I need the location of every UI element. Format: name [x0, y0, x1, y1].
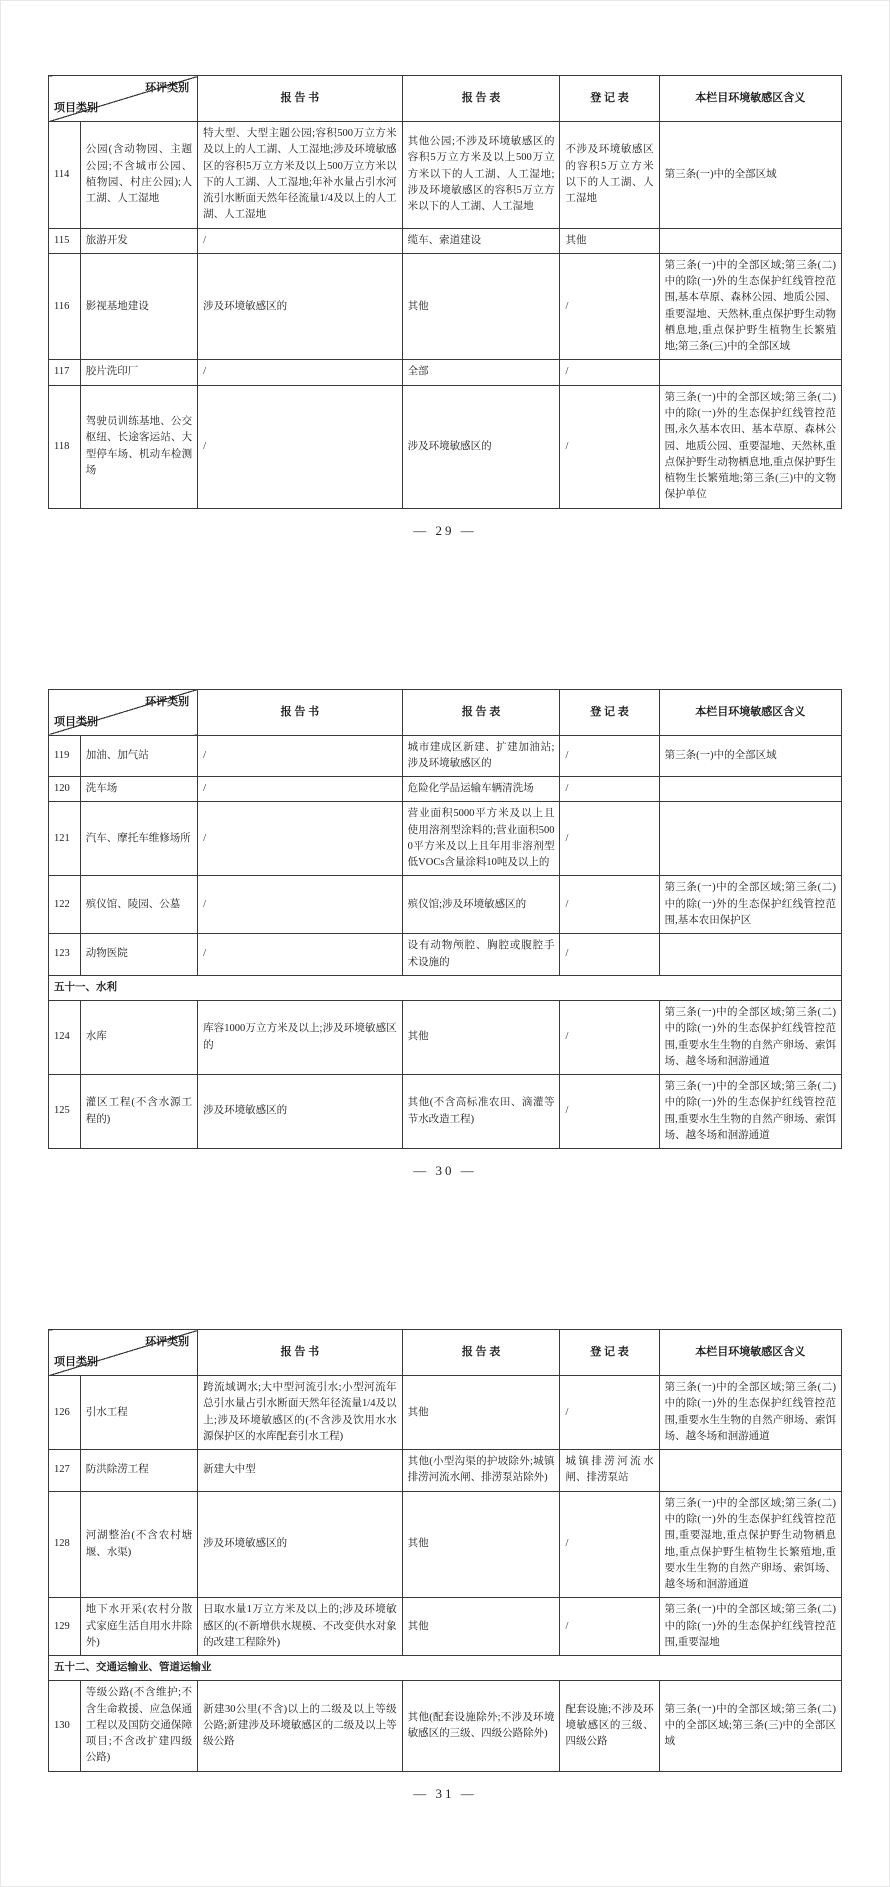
page-number: — 31 —	[413, 1785, 477, 1801]
report-form-cell: 其他	[402, 1376, 560, 1450]
table-row	[49, 1491, 842, 1598]
document-pages	[1, 1, 889, 1802]
report-form-cell: 设有动物颅腔、胸腔或腹腔手术设施的	[402, 934, 560, 976]
table-row	[49, 777, 842, 802]
report-form-cell: 其他	[402, 253, 560, 360]
header-register-form: 登 记 表	[560, 1330, 659, 1376]
sensitive-area-meaning-cell: 第三条(一)中的全部区域	[659, 122, 841, 229]
row-number-cell: 127	[49, 1450, 81, 1492]
sensitive-area-meaning-cell: 第三条(一)中的全部区域;第三条(二)中的除(一)外的生态保护红线管控范围,基本农田保护区	[659, 876, 841, 934]
header-meaning: 本栏目环境敏感区含义	[659, 1330, 841, 1376]
report-book-cell: 新建大中型	[198, 1450, 403, 1492]
project-category-cell: 地下水开采(农村分散式家庭生活自用水井除外)	[80, 1598, 197, 1656]
register-form-cell: /	[560, 253, 659, 360]
eia-category-table	[48, 75, 842, 509]
table-body	[49, 1376, 842, 1772]
table-header	[49, 689, 842, 735]
report-form-cell: 殡仪馆;涉及环境敏感区的	[402, 876, 560, 934]
report-form-cell: 营业面积5000平方米及以上且使用溶剂型涂料的;营业面积5000平方米及以上且年用非溶剂型低VOCs含量涂料10吨及以上的	[402, 802, 560, 876]
report-form-cell: 全部	[402, 360, 560, 385]
row-number-cell: 123	[49, 934, 81, 976]
header-report-book: 报 告 书	[198, 689, 403, 735]
project-category-cell: 等级公路(不含维护;不含生命救援、应急保通工程以及国防交通保障项目;不含改扩建四级公路)	[80, 1681, 197, 1771]
header-project-class-label: 项目类别	[54, 1356, 98, 1369]
report-book-cell: 新建30公里(不含)以上的二级及以上等级公路;新建涉及环境敏感区的二级及以上等级公路	[198, 1681, 403, 1771]
register-form-cell: /	[560, 385, 659, 508]
table-row	[49, 1001, 842, 1075]
table-row	[49, 1075, 842, 1149]
report-book-cell: /	[198, 385, 403, 508]
project-category-cell: 水库	[80, 1001, 197, 1075]
report-book-cell: /	[198, 876, 403, 934]
report-form-cell: 其他公园;不涉及环境敏感区的容积5万立方米及以上500万立方米以下的人工湖、人工湿地;涉及环境敏感区的容积5万立方米以下的人工湖、人工湿地	[402, 122, 560, 229]
table-row	[49, 1681, 842, 1771]
sensitive-area-meaning-cell	[659, 1450, 841, 1492]
page-block	[48, 75, 842, 539]
header-project-class-label: 项目类别	[54, 101, 98, 114]
project-category-cell: 殡仪馆、陵园、公墓	[80, 876, 197, 934]
section-row	[49, 1656, 842, 1681]
report-book-cell: 涉及环境敏感区的	[198, 1075, 403, 1149]
row-number-cell: 122	[49, 876, 81, 934]
sensitive-area-meaning-cell	[659, 934, 841, 976]
table-row	[49, 385, 842, 508]
register-form-cell: /	[560, 1598, 659, 1656]
header-register-form: 登 记 表	[560, 76, 659, 122]
row-number-cell: 128	[49, 1491, 81, 1598]
project-category-cell: 汽车、摩托车维修场所	[80, 802, 197, 876]
eia-category-table	[48, 689, 842, 1150]
register-form-cell: 配套设施;不涉及环境敏感区的三级、四级公路	[560, 1681, 659, 1771]
sensitive-area-meaning-cell: 第三条(一)中的全部区域;第三条(二)中的除(一)外的生态保护红线管控范围,重要水生生物的自然产卵场、索饵场、越冬场和洄游通道	[659, 1376, 841, 1450]
report-form-cell: 城市建成区新建、扩建加油站;涉及环境敏感区的	[402, 735, 560, 777]
header-meaning: 本栏目环境敏感区含义	[659, 76, 841, 122]
sensitive-area-meaning-cell	[659, 360, 841, 385]
sensitive-area-meaning-cell: 第三条(一)中的全部区域;第三条(二)中的除(一)外的生态保护红线管控范围,基本草原、森林公园、地质公园、重要湿地、天然林,重点保护野生动物栖息地,重点保护野生植物生长繁殖地;第三条(三)中的全部区域	[659, 253, 841, 360]
sensitive-area-meaning-cell	[659, 228, 841, 253]
report-form-cell: 其他(小型沟渠的护坡除外;城镇排涝河流水闸、排涝泵站除外)	[402, 1450, 560, 1492]
register-form-cell: /	[560, 1001, 659, 1075]
report-form-cell: 其他	[402, 1598, 560, 1656]
page-block	[48, 1329, 842, 1802]
project-category-cell: 灌区工程(不含水源工程的)	[80, 1075, 197, 1149]
row-number-cell: 117	[49, 360, 81, 385]
report-book-cell: 涉及环境敏感区的	[198, 253, 403, 360]
report-form-cell: 其他	[402, 1491, 560, 1598]
page-number: — 29 —	[413, 522, 477, 538]
report-book-cell: /	[198, 228, 403, 253]
header-eia-class-label: 环评类别	[145, 1336, 190, 1349]
table-header	[49, 1330, 842, 1376]
project-category-cell: 河湖整治(不含农村塘堰、水渠)	[80, 1491, 197, 1598]
header-corner-cell	[49, 1330, 198, 1376]
table-row	[49, 876, 842, 934]
header-report-form: 报 告 表	[402, 1330, 560, 1376]
table-body	[49, 122, 842, 509]
section-label-cell: 五十一、水利	[49, 975, 842, 1000]
sensitive-area-meaning-cell: 第三条(一)中的全部区域	[659, 735, 841, 777]
report-form-cell: 涉及环境敏感区的	[402, 385, 560, 508]
project-category-cell: 洗车场	[80, 777, 197, 802]
report-form-cell: 其他(不含高标准农田、滴灌等节水改造工程)	[402, 1075, 560, 1149]
register-form-cell: /	[560, 1491, 659, 1598]
table-row	[49, 360, 842, 385]
report-book-cell: 日取水量1万立方米及以上的;涉及环境敏感区的(不新增供水规模、不改变供水对象的改建工程除外)	[198, 1598, 403, 1656]
project-category-cell: 驾驶员训练基地、公交枢纽、长途客运站、大型停车场、机动车检测场	[80, 385, 197, 508]
report-form-cell: 其他(配套设施除外;不涉及环境敏感区的三级、四级公路除外)	[402, 1681, 560, 1771]
project-category-cell: 胶片洗印厂	[80, 360, 197, 385]
table-header-row	[49, 76, 842, 122]
report-book-cell: /	[198, 735, 403, 777]
row-number-cell: 115	[49, 228, 81, 253]
row-number-cell: 116	[49, 253, 81, 360]
table-row	[49, 802, 842, 876]
register-form-cell: /	[560, 934, 659, 976]
row-number-cell: 129	[49, 1598, 81, 1656]
project-category-cell: 引水工程	[80, 1376, 197, 1450]
row-number-cell: 118	[49, 385, 81, 508]
project-category-cell: 影视基地建设	[80, 253, 197, 360]
table-header-row	[49, 689, 842, 735]
row-number-cell: 120	[49, 777, 81, 802]
header-report-form: 报 告 表	[402, 76, 560, 122]
header-eia-class-label: 环评类别	[145, 695, 190, 708]
header-eia-class-label: 环评类别	[145, 82, 190, 94]
sensitive-area-meaning-cell	[659, 802, 841, 876]
row-number-cell: 121	[49, 802, 81, 876]
header-report-book: 报 告 书	[198, 1330, 403, 1376]
report-book-cell: 特大型、大型主题公园;容积500万立方米及以上的人工湖、人工湿地;涉及环境敏感区的容积5万立方米及以上500万立方米以下的人工湖、人工湿地;年补水量占引水河流引水断面天然年径流量1/4及以上的人工湖、人工湿地	[198, 122, 403, 229]
table-header	[49, 76, 842, 122]
sensitive-area-meaning-cell: 第三条(一)中的全部区域;第三条(二)中的除(一)外的生态保护红线管控范围,重要水生生物的自然产卵场、索饵场、越冬场和洄游通道	[659, 1075, 841, 1149]
header-project-class-label: 项目类别	[54, 715, 98, 728]
sensitive-area-meaning-cell: 第三条(一)中的全部区域;第三条(二)中的除(一)外的生态保护红线管控范围,重要湿地,重点保护野生动物栖息地,重点保护野生植物生长繁殖地,重要水生生物的自然产卵场、索饵场、越冬场和洄游通道	[659, 1491, 841, 1598]
project-category-cell: 加油、加气站	[80, 735, 197, 777]
table-row	[49, 934, 842, 976]
sensitive-area-meaning-cell: 第三条(一)中的全部区域;第三条(二)中的全部区域;第三条(三)中的全部区域	[659, 1681, 841, 1771]
report-book-cell: /	[198, 777, 403, 802]
register-form-cell: /	[560, 360, 659, 385]
register-form-cell: 其他	[560, 228, 659, 253]
header-report-form: 报 告 表	[402, 689, 560, 735]
page-block	[48, 689, 842, 1180]
report-book-cell: 涉及环境敏感区的	[198, 1491, 403, 1598]
report-form-cell: 危险化学品运输车辆清洗场	[402, 777, 560, 802]
register-form-cell: /	[560, 876, 659, 934]
report-book-cell: /	[198, 802, 403, 876]
header-report-book: 报 告 书	[198, 76, 403, 122]
row-number-cell: 119	[49, 735, 81, 777]
project-category-cell: 动物医院	[80, 934, 197, 976]
table-row	[49, 735, 842, 777]
header-meaning: 本栏目环境敏感区含义	[659, 689, 841, 735]
page-number: — 30 —	[413, 1163, 477, 1179]
sensitive-area-meaning-cell: 第三条(一)中的全部区域;第三条(二)中的除(一)外的生态保护红线管控范围,重要湿地	[659, 1598, 841, 1656]
table-row	[49, 1450, 842, 1492]
row-number-cell: 114	[49, 122, 81, 229]
row-number-cell: 130	[49, 1681, 81, 1771]
register-form-cell: /	[560, 777, 659, 802]
section-row	[49, 975, 842, 1000]
report-book-cell: 库容1000万立方米及以上;涉及环境敏感区的	[198, 1001, 403, 1075]
header-corner-cell	[49, 76, 198, 122]
section-label-cell: 五十二、交通运输业、管道运输业	[49, 1656, 842, 1681]
table-row	[49, 122, 842, 229]
sensitive-area-meaning-cell: 第三条(一)中的全部区域;第三条(二)中的除(一)外的生态保护红线管控范围,重要水生生物的自然产卵场、索饵场、越冬场和洄游通道	[659, 1001, 841, 1075]
table-row	[49, 1598, 842, 1656]
register-form-cell: /	[560, 802, 659, 876]
row-number-cell: 126	[49, 1376, 81, 1450]
project-category-cell: 旅游开发	[80, 228, 197, 253]
row-number-cell: 125	[49, 1075, 81, 1149]
header-register-form: 登 记 表	[560, 689, 659, 735]
header-corner-cell	[49, 689, 198, 735]
report-book-cell: 跨流域调水;大中型河流引水;小型河流年总引水量占引水断面天然年径流量1/4及以上;涉及环境敏感区的(不含涉及饮用水水源保护区的水库配套引水工程)	[198, 1376, 403, 1450]
table-row	[49, 1376, 842, 1450]
register-form-cell: /	[560, 1376, 659, 1450]
project-category-cell: 公园(含动物园、主题公园;不含城市公园、植物园、村庄公园);人工湖、人工湿地	[80, 122, 197, 229]
table-header-row	[49, 1330, 842, 1376]
project-category-cell: 防洪除涝工程	[80, 1450, 197, 1492]
row-number-cell: 124	[49, 1001, 81, 1075]
register-form-cell: /	[560, 735, 659, 777]
report-book-cell: /	[198, 934, 403, 976]
table-row	[49, 253, 842, 360]
table-body	[49, 735, 842, 1149]
sensitive-area-meaning-cell	[659, 777, 841, 802]
table-row	[49, 228, 842, 253]
sensitive-area-meaning-cell: 第三条(一)中的全部区域;第三条(二)中的除(一)外的生态保护红线管控范围,永久基本农田、基本草原、森林公园、地质公园、重要湿地、天然林,重点保护野生动物栖息地,重点保护野生植物生长繁殖地;第三条(三)中的文物保护单位	[659, 385, 841, 508]
report-form-cell: 缆车、索道建设	[402, 228, 560, 253]
register-form-cell: /	[560, 1075, 659, 1149]
eia-category-table	[48, 1329, 842, 1772]
report-form-cell: 其他	[402, 1001, 560, 1075]
report-book-cell: /	[198, 360, 403, 385]
register-form-cell: 城镇排涝河流水闸、排涝泵站	[560, 1450, 659, 1492]
register-form-cell: 不涉及环境敏感区的容积5万立方米以下的人工湖、人工湿地	[560, 122, 659, 229]
